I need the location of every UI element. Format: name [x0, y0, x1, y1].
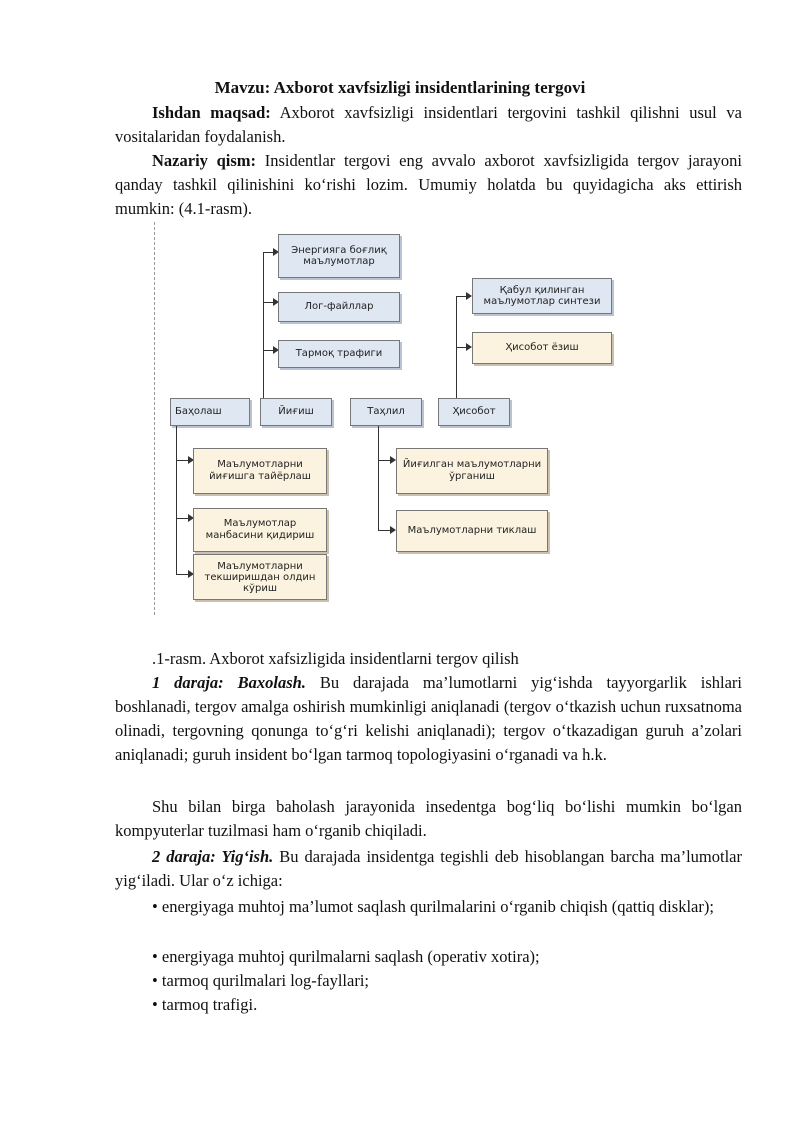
list-item [115, 895, 742, 919]
level1-label: 1 daraja: Baxolash. [152, 673, 306, 692]
list-item-text: energiyaga muhtoj ma’lumot saqlash qurilmalarini o‘rganib chiqish (qattiq disklar); [161, 897, 714, 916]
level2-label: 2 daraja: Yig‘ish. [152, 847, 274, 866]
aim-paragraph [115, 101, 742, 149]
stage-assess: Баҳолаш [170, 398, 250, 426]
theory-text: Insidentlar tergovi eng avvalo axborot xavfsizligida tergov jarayoni qanday tashkil qilinishini ko‘rishi lozim. Umumiy holatda bu quyidagicha aks ettirish mumkin: (4.1-rasm). [115, 151, 742, 218]
assess-item-preview: Маълумотларни текширишдан олдин кўриш [193, 554, 327, 600]
list-item-text: energiyaga muhtoj qurilmalarni saqlash (operativ xotira); [161, 947, 540, 966]
list-item-text: tarmoq trafigi. [161, 995, 258, 1014]
investigation-diagram [150, 222, 620, 617]
connector-line [176, 426, 177, 574]
stage-analysis: Таҳлил [350, 398, 422, 426]
bullet-icon: • [152, 947, 158, 966]
level1-text: Bu darajada ma’lumotlarni yig‘ishda tayyorgarlik ishlari boshlanadi, tergov amalga oshirish mumkinligi aniqlanadi (tergov o‘tkazish uchun ruxsatnoma olinadi, tergovning qonunga to‘g‘ri kelishi aniqlanadi); tergov o‘tkazadigan guruh a’zolari aniqlanadi; guruh insident bo‘lgan tarmoq topologiyasini o‘rganadi va h.k. [115, 673, 742, 764]
level1-paragraph [115, 671, 742, 767]
list-item [115, 993, 742, 1017]
list-item [115, 969, 742, 993]
bullet-icon: • [152, 897, 158, 916]
collect-item-traffic: Тармоқ трафиги [278, 340, 400, 368]
diagram-frame-edge [154, 222, 155, 615]
report-item-writing: Ҳисобот ёзиш [472, 332, 612, 364]
analysis-item-study: Йиғилган маълумотларни ўрганиш [396, 448, 548, 494]
document-title: Mavzu: Axborot xavfsizligi insidentlarining tergovi [214, 78, 586, 97]
aim-text: Axborot xavfsizligi insidentlari tergovini tashkil qilishni usul va vositalaridan foydalanish. [115, 103, 742, 146]
stage-report: Ҳисобот [438, 398, 510, 426]
collect-item-energy: Энергияга боғлиқ маълумотлар [278, 234, 400, 278]
aim-label: Ishdan maqsad: [152, 103, 271, 122]
theory-label: Nazariy qism: [152, 151, 257, 170]
list-item-text: tarmoq qurilmalari log-fayllari; [161, 971, 370, 990]
level2-paragraph [115, 845, 742, 893]
analysis-item-restore: Маълумотларни тиклаш [396, 510, 548, 552]
bullet-icon: • [152, 995, 158, 1014]
figure-caption: .1-rasm. Axborot xafsizligida insidentlarni tergov qilish [152, 649, 519, 668]
list-item [115, 945, 742, 969]
stage-collect: Йиғиш [260, 398, 332, 426]
bullet-icon: • [152, 971, 158, 990]
report-item-synthesis: Қабул қилинган маълумотлар синтези [472, 278, 612, 314]
level1-extra-paragraph: Shu bilan birga baholash jarayonida insedentga bog‘liq bo‘lishi mumkin bo‘lgan kompyuterlar tuzilmasi ham o‘rganib chiqiladi. [115, 797, 742, 840]
connector-line [263, 252, 264, 398]
level2-text: Bu darajada insidentga tegishli deb hisoblangan barcha ma’lumotlar yig‘iladi. Ular o‘z ichiga: [115, 847, 742, 890]
connector-line [378, 426, 379, 530]
assess-item-sources: Маълумотлар манбасини қидириш [193, 508, 327, 552]
assess-item-prepare: Маълумотларни йиғишга тайёрлаш [193, 448, 327, 494]
theory-paragraph [115, 149, 742, 221]
collect-item-logs: Лог-файллар [278, 292, 400, 322]
